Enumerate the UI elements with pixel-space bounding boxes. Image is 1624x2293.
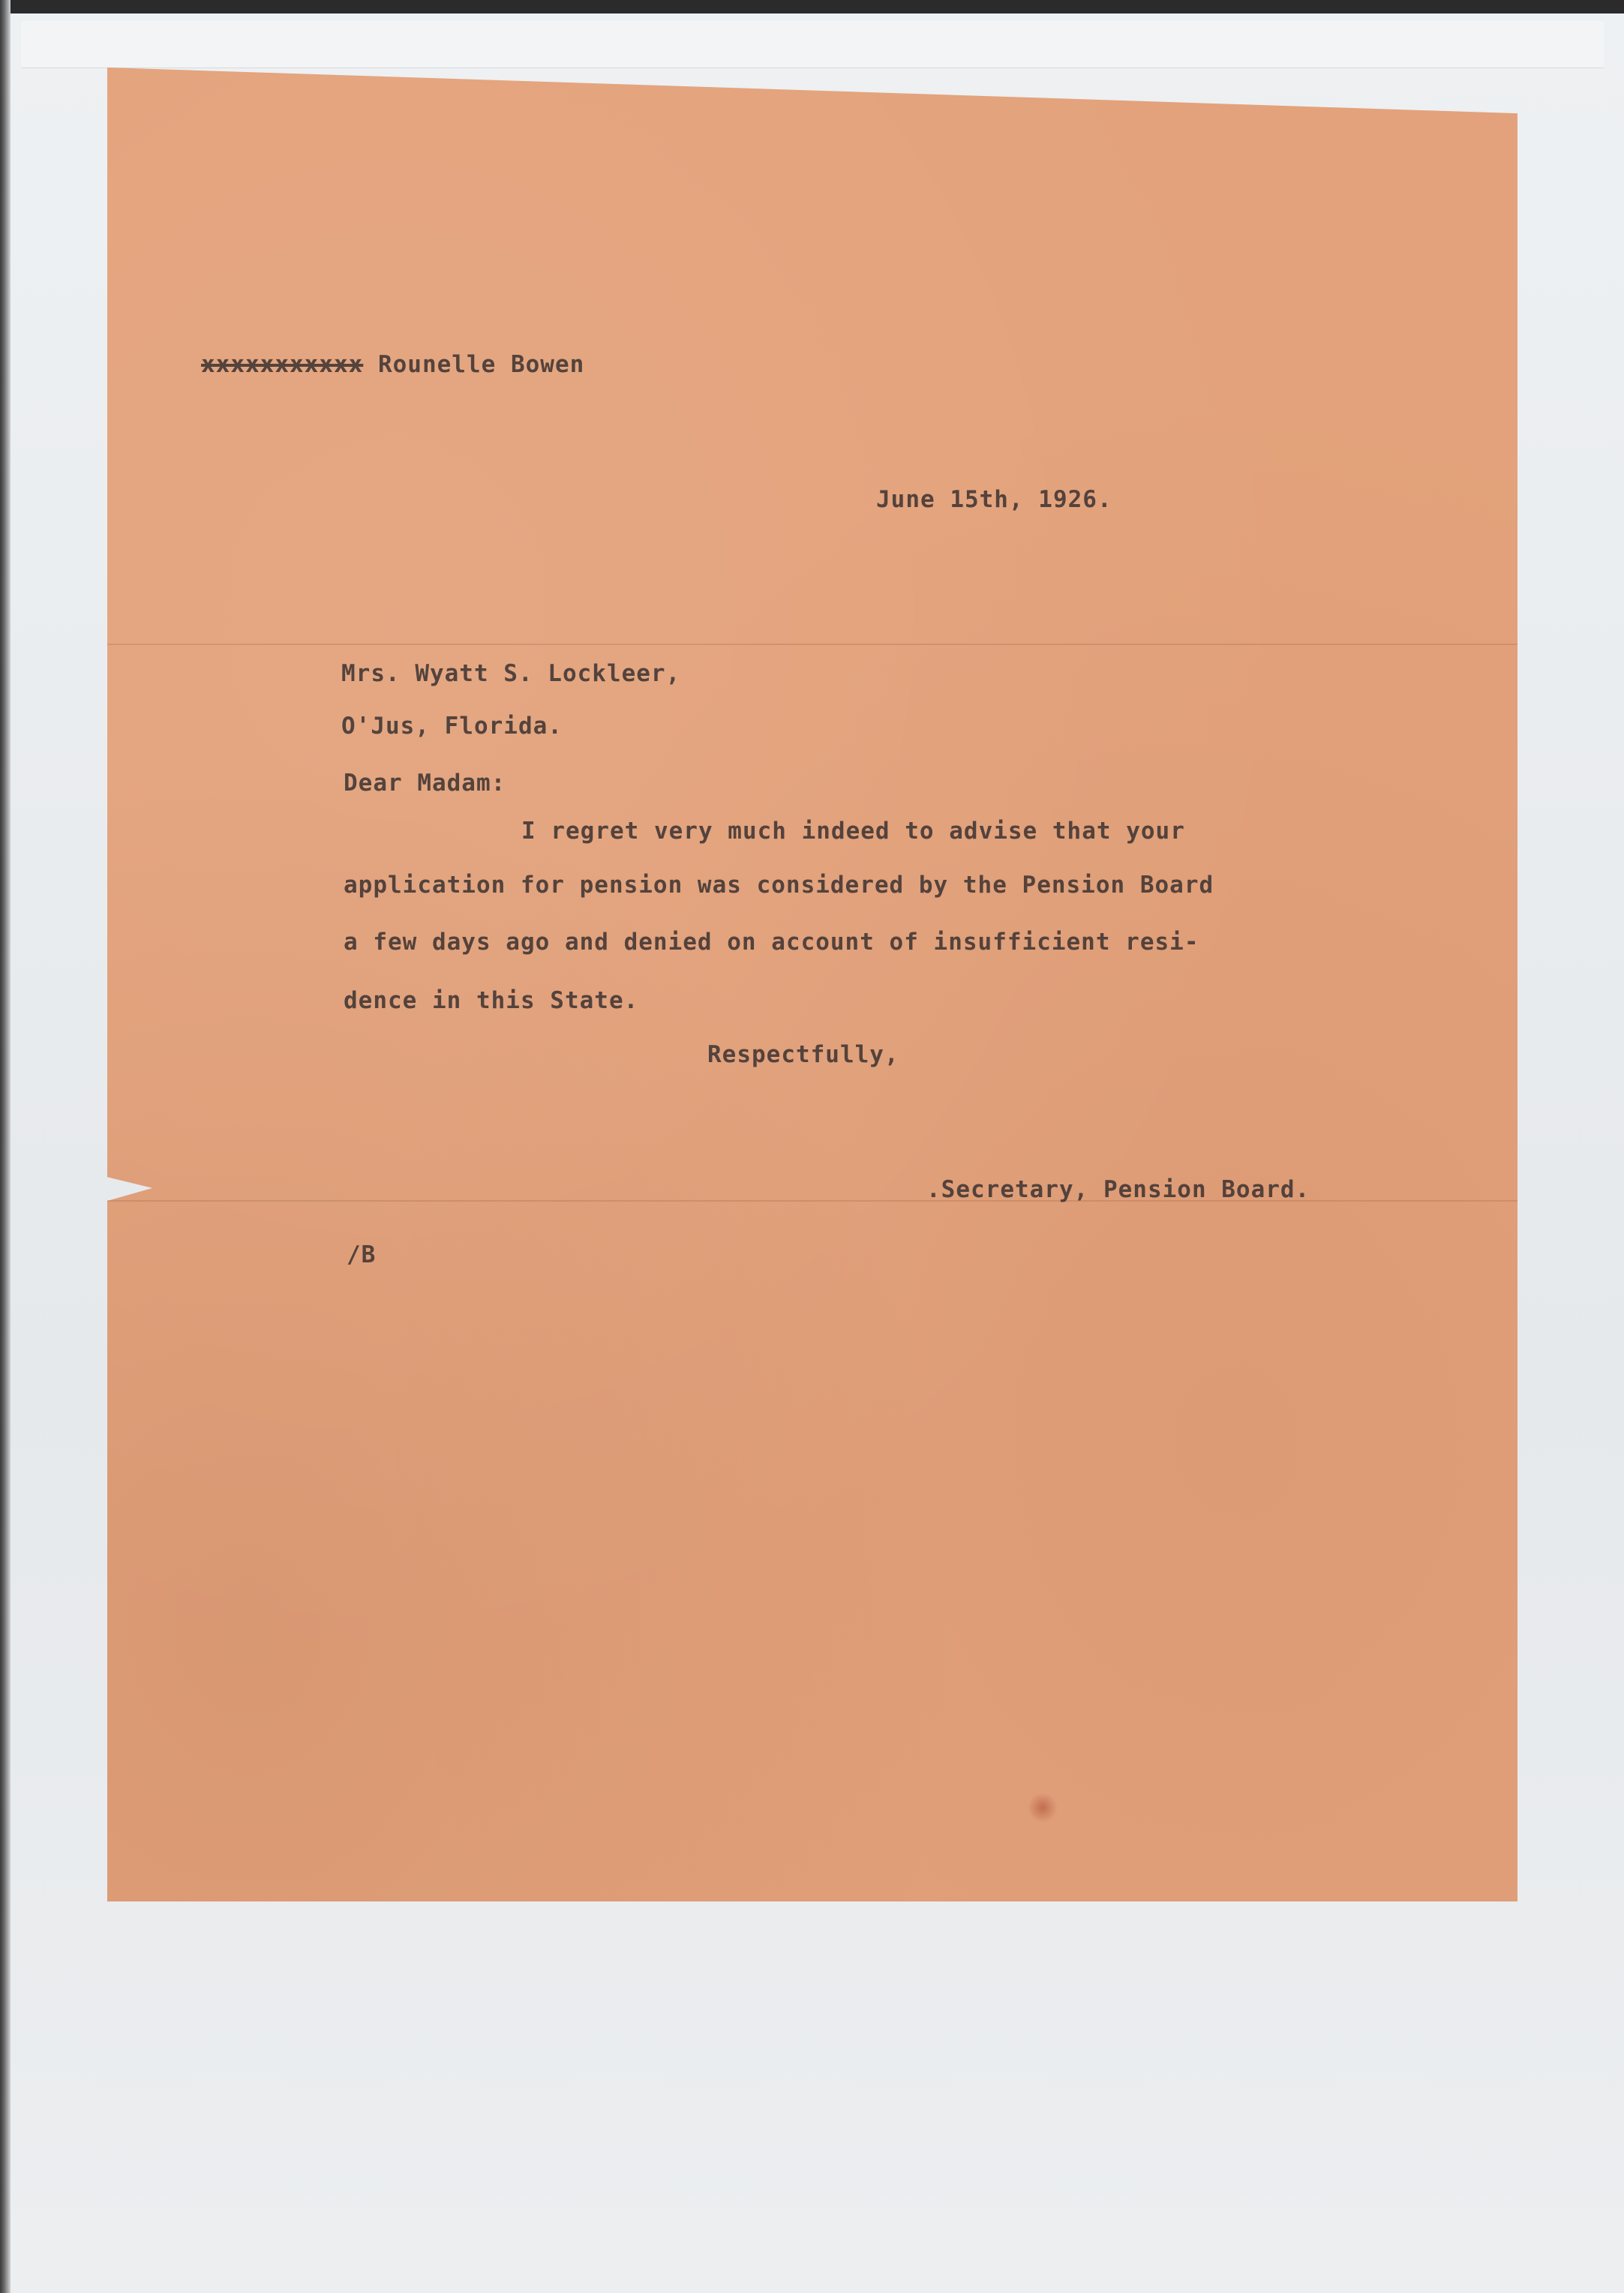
signature-line: .Secretary, Pension Board. (926, 1176, 1310, 1203)
typist-initials: /B (347, 1241, 377, 1268)
paper-stain (1028, 1793, 1058, 1823)
body-line: a few days ago and denied on account of insufficient resi- (344, 929, 1199, 956)
file-label-name: Rounelle Bowen (377, 351, 585, 378)
scanner-left-edge (0, 0, 11, 2293)
body-line: application for pension was considered by the Pension Board (344, 872, 1214, 899)
salutation: Dear Madam: (344, 770, 506, 797)
scan-top-strip (21, 21, 1604, 68)
letter-date: June 15th, 1926. (876, 486, 1112, 513)
file-label (201, 351, 584, 378)
body-line: dence in this State. (344, 987, 639, 1014)
recipient-place: O'Jus, Florida. (341, 713, 563, 740)
paper-fold-line (107, 644, 1517, 645)
scanner-top-bar (0, 0, 1624, 14)
file-label-struck: xxxxxxxxxxx (201, 351, 364, 378)
letter-paper (107, 68, 1517, 1901)
recipient-name: Mrs. Wyatt S. Lockleer, (341, 660, 681, 687)
body-line: I regret very much indeed to advise that your (521, 818, 1185, 845)
closing: Respectfully, (707, 1041, 899, 1068)
